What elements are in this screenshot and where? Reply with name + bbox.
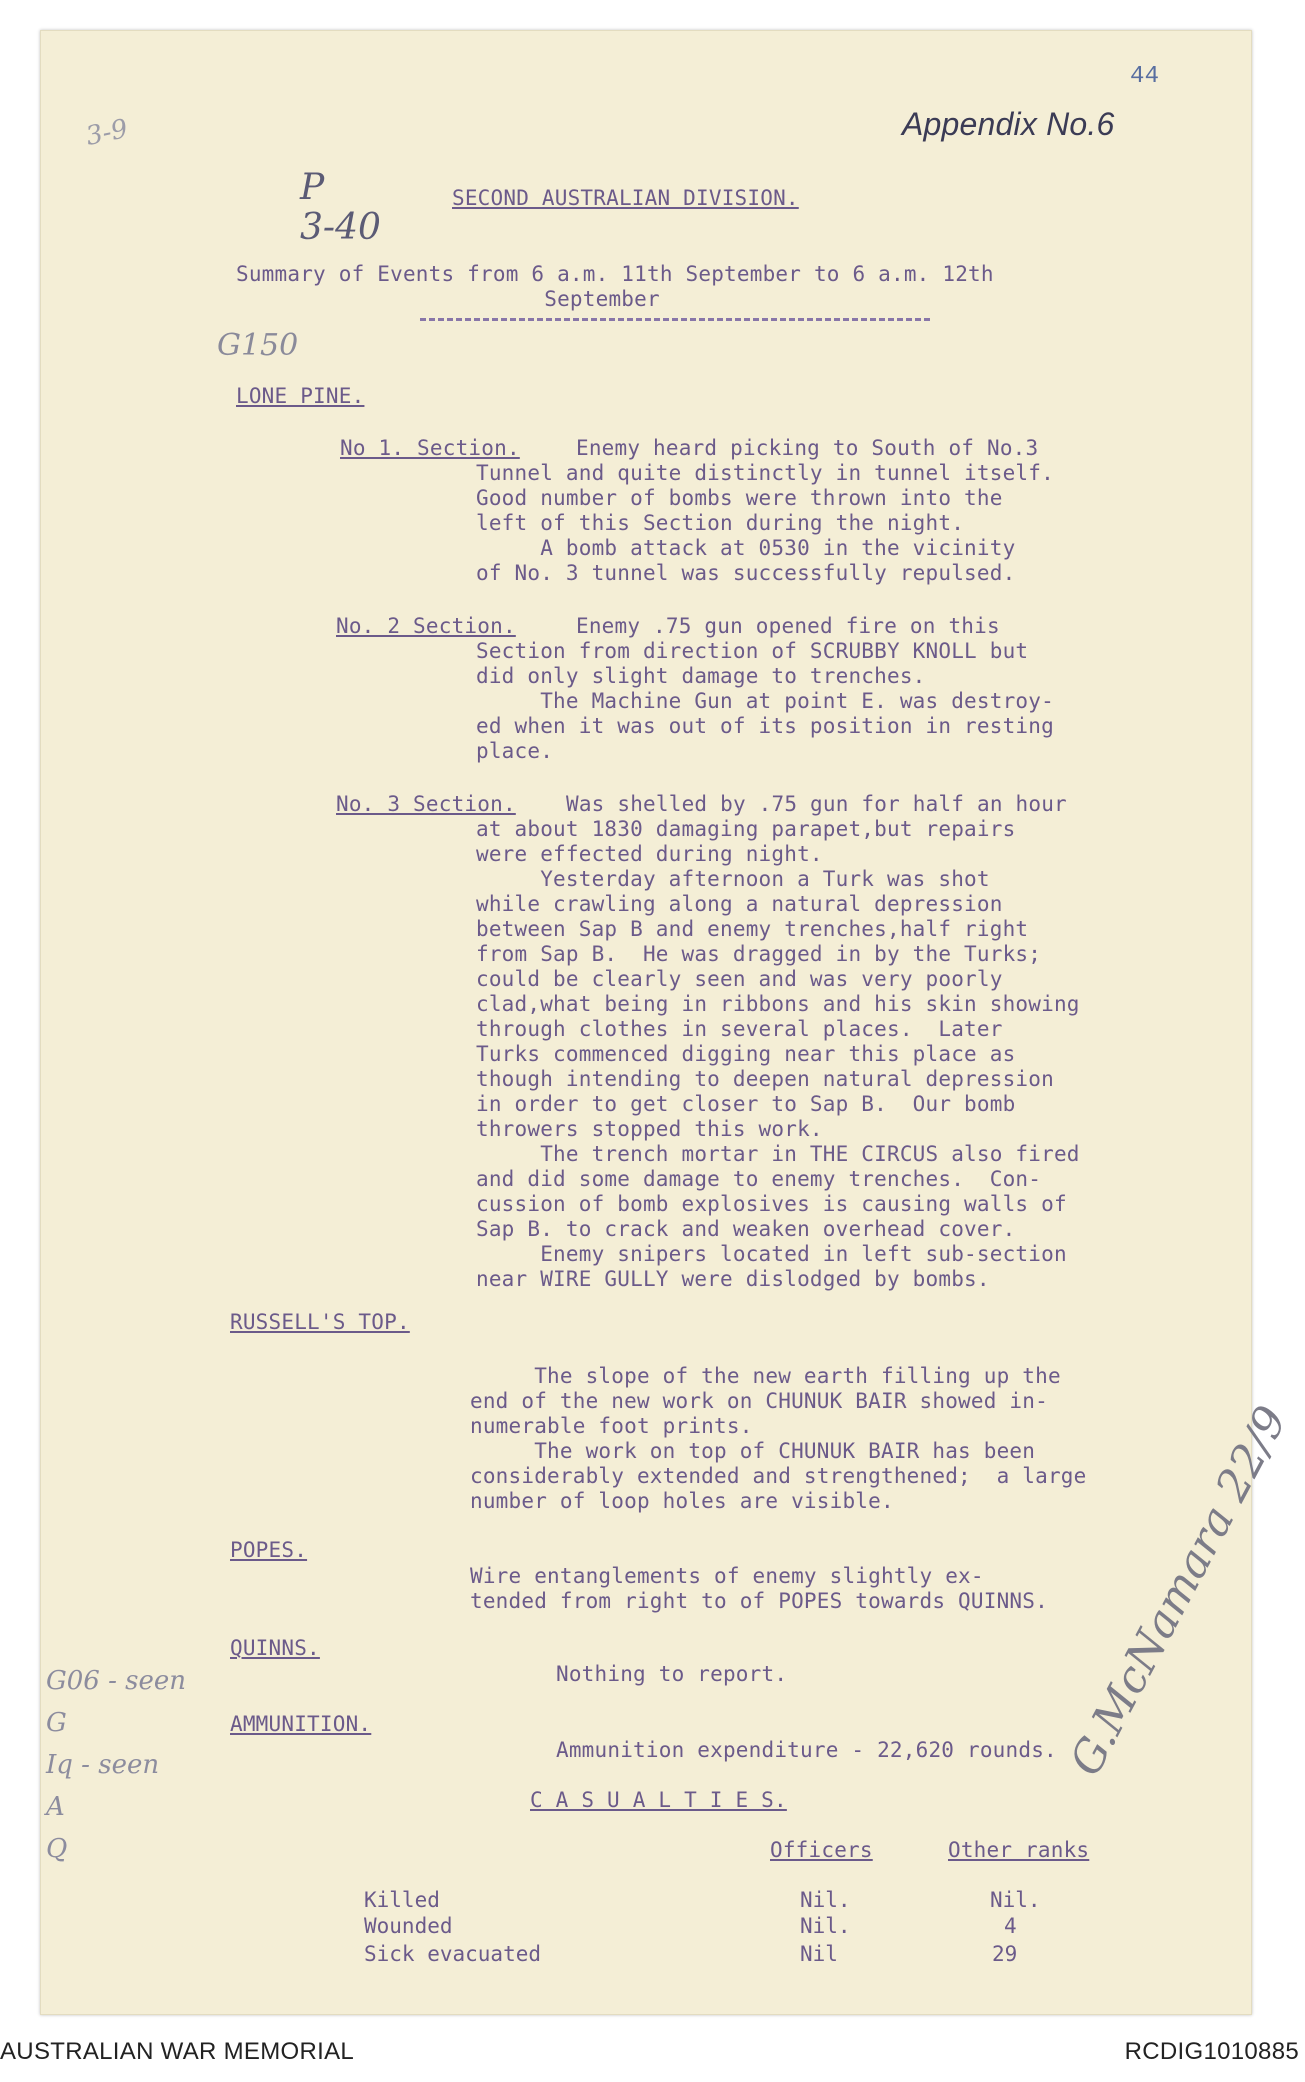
- margin-distribution-notes: G06 - seen G Iq - seen A Q: [46, 1666, 187, 1864]
- appendix-label: Appendix No.6: [902, 106, 1115, 142]
- casualty-label: Wounded: [364, 1914, 453, 1938]
- casualty-officers: Nil.: [800, 1888, 851, 1912]
- section-heading-quinns: QUINNS.: [230, 1636, 320, 1660]
- column-header-officers: Officers: [770, 1838, 873, 1862]
- subsection-text-1: Tunnel and quite distinctly in tunnel itself. Good number of bombs were thrown into the left of this Section during the night. A bomb attack at 0530 in the vicinity of No. 3 tunnel was successfully repulsed.: [476, 461, 1054, 585]
- russells-top-text: The slope of the new earth filling up the end of the new work on CHUNUK BAIR showed in- numerable foot prints. The work on top of CHUNUK BAIR has been considerably extended and strengthened; a large number of loop holes are visible.: [470, 1364, 1087, 1513]
- casualty-other-ranks: 29: [992, 1942, 1018, 1966]
- casualty-other-ranks: Nil.: [990, 1888, 1041, 1912]
- subsection-text-2: Section from direction of SCRUBBY KNOLL but did only slight damage to trenches. The Machine Gun at point E. was destroy- ed when it was out of its position in resting place.: [476, 639, 1054, 763]
- pencil-note-top: 3-9: [83, 113, 131, 153]
- subsection-label-3: No. 3 Section.: [336, 792, 516, 816]
- casualty-officers: Nil.: [800, 1914, 851, 1938]
- casualties-heading: C A S U A L T I E S.: [530, 1788, 787, 1812]
- subsection-text-1-first-line: Enemy heard picking to South of No.3: [576, 436, 1039, 460]
- subsection-label-1: No 1. Section.: [340, 436, 520, 460]
- division-title: SECOND AUSTRALIAN DIVISION.: [452, 186, 799, 210]
- ammunition-text: Ammunition expenditure - 22,620 rounds.: [556, 1738, 1057, 1762]
- handwritten-reference: P 3-40: [300, 167, 381, 248]
- summary-line: Summary of Events from 6 a.m. 11th September to 6 a.m. 12th September: [236, 262, 994, 311]
- section-heading-russells-top: RUSSELL'S TOP.: [230, 1310, 410, 1334]
- section-heading-ammunition: AMMUNITION.: [230, 1712, 372, 1736]
- handwritten-code: G150: [217, 328, 299, 363]
- page-number-stamp: 44: [1130, 63, 1160, 90]
- column-header-other-ranks: Other ranks: [948, 1838, 1090, 1862]
- footer-institution: AUSTRALIAN WAR MEMORIAL: [0, 2038, 355, 2065]
- footer-record-id: RCDIG1010885: [1124, 2038, 1299, 2065]
- quinns-text: Nothing to report.: [556, 1662, 788, 1686]
- section-heading-lone-pine: LONE PINE.: [236, 384, 365, 408]
- subsection-text-3-first-line: Was shelled by .75 gun for half an hour: [566, 792, 1067, 816]
- casualty-label: Killed: [364, 1888, 440, 1912]
- subsection-text-3: at about 1830 damaging parapet,but repairs were effected during night. Yesterday afternoon a Turk was shot while crawling along a natural depression between Sap B and enemy trenches,half right from Sap B. He was dragged in by the Turks; could be clearly seen and was very poorly clad,what being in ribbons and his skin showing through clothes in several places. Later Turks commenced digging near this place as though intending to deepen natural depression in order to get closer to Sap B. Our bomb throwers stopped this work. The trench mortar in THE CIRCUS also fired and did some damage to enemy trenches. Con- cussion of bomb explosives is causing walls of Sap B. to crack and weaken overhead cover. Enemy snipers located in left sub-section near WIRE GULLY were dislodged by bombs.: [476, 817, 1080, 1291]
- section-heading-popes: POPES.: [230, 1538, 308, 1562]
- handwritten-signature: G.McNamara 22/9: [1060, 1397, 1298, 1784]
- subsection-label-2: No. 2 Section.: [336, 614, 516, 638]
- popes-text: Wire entanglements of enemy slightly ex- tended from right to of POPES towards QUINNS.: [470, 1564, 1048, 1613]
- divider-dashes: [420, 318, 930, 321]
- casualty-officers: Nil: [800, 1942, 838, 1966]
- casualty-label: Sick evacuated: [364, 1942, 542, 1966]
- subsection-text-2-first-line: Enemy .75 gun opened fire on this: [576, 614, 1000, 638]
- casualty-other-ranks: 4: [1004, 1914, 1017, 1938]
